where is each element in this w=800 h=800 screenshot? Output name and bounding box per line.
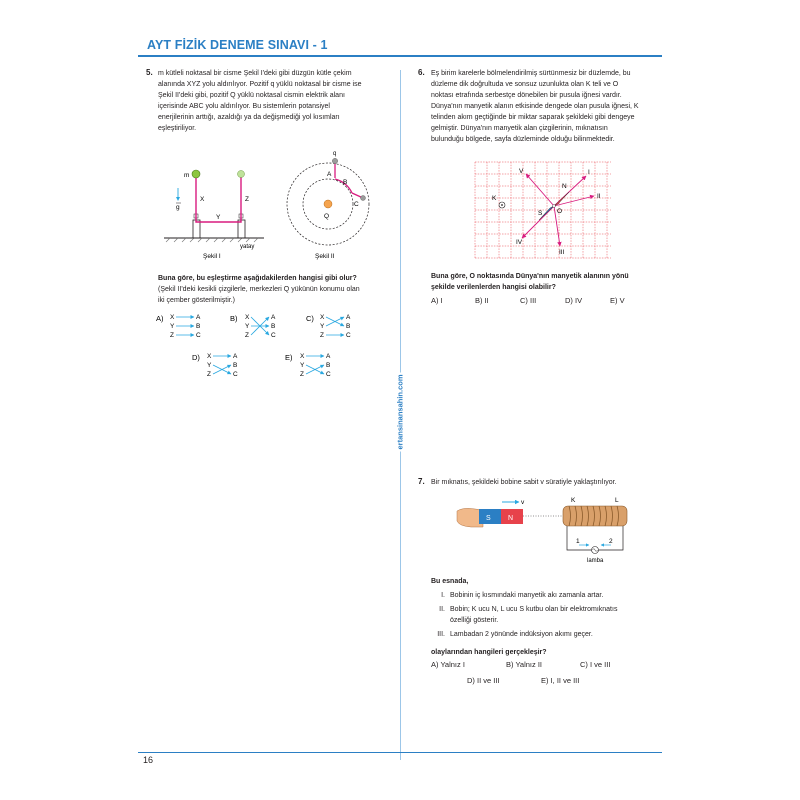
- svg-text:B: B: [326, 362, 331, 369]
- q5-option-letter: D): [192, 353, 200, 362]
- q5-question: Buna göre, bu eşleştirme aşağıdakilerden hangisi gibi olur?: [158, 275, 357, 282]
- q7-text: Bir mıknatıs, şekildeki bobine sabit v süratiyle yaklaştırılıyor.: [431, 479, 617, 486]
- svg-text:B: B: [346, 323, 351, 330]
- fig1-m-label: m: [184, 172, 190, 179]
- fig2-b-label: B: [343, 179, 348, 186]
- svg-text:Y: Y: [245, 323, 250, 330]
- q7-lead: Bu esnada,: [431, 578, 469, 585]
- svg-text:I: I: [588, 169, 590, 176]
- svg-text:III: III: [559, 249, 565, 256]
- q6-grid-figure: [470, 158, 616, 262]
- q5-figure-1: [160, 162, 270, 262]
- svg-text:Z: Z: [300, 371, 304, 378]
- fig2-q-label: q: [333, 151, 337, 157]
- svg-text:S: S: [486, 515, 491, 522]
- charge-Q: [324, 200, 332, 208]
- q7-figure: [453, 493, 633, 567]
- website-text: ertansinansahin.com: [395, 374, 405, 450]
- fig2-caption: Şekil II: [315, 253, 335, 260]
- svg-text:Z: Z: [170, 332, 174, 339]
- svg-text:N: N: [508, 515, 514, 522]
- q7-option-c[interactable]: C) I ve III: [580, 660, 611, 669]
- q5-option-b[interactable]: [230, 314, 276, 339]
- q5-note: (Şekil II'deki kesikli çizgilerle, merkezleri Q yükünün konumu olan iki çember gösterilmiştir.): [158, 286, 360, 304]
- q7-option-a[interactable]: A) Yalnız I: [431, 660, 465, 669]
- svg-text:C: C: [346, 332, 351, 339]
- svg-text:X: X: [207, 353, 212, 360]
- svg-text:O: O: [557, 208, 563, 215]
- footer-rule: [138, 752, 662, 753]
- svg-text:C: C: [326, 371, 331, 378]
- exam-title: AYT FİZİK DENEME SINAVI - 1: [147, 38, 328, 52]
- q5-option-letter: A): [156, 314, 164, 323]
- svg-text:1: 1: [576, 538, 580, 545]
- q7-question: olaylarından hangileri gerçekleşir?: [431, 649, 547, 656]
- q6-number: 6.: [418, 68, 425, 77]
- q5-text: m kütleli noktasal bir cisme Şekil I'deki gibi düzgün kütle çekim alanında XYZ yolu aldırılıyor. Pozitif q yüklü noktasal bir cisme ise Şekil II'deki gibi, pozitif Q yüklü noktasal cismin elektrik alanı içerisinde ABC yolu aldırılıyor. Bu sistemlerin potansiyel enerjilerinin arttığı, azaldığı ya da değişmediği yol kısımları eşleştiriliyor.: [158, 70, 362, 132]
- fig2-a-label: A: [327, 171, 332, 178]
- mass-ball: [192, 170, 200, 178]
- svg-text:B: B: [196, 323, 201, 330]
- q6-option-a[interactable]: A) I: [431, 296, 443, 305]
- svg-text:K: K: [571, 497, 576, 504]
- svg-text:IV: IV: [516, 239, 523, 246]
- svg-text:2: 2: [609, 538, 613, 545]
- q5-option-a[interactable]: [156, 314, 201, 339]
- fig1-z-label: Z: [245, 196, 249, 203]
- svg-text:Y: Y: [320, 323, 325, 330]
- fig1-x-label: X: [200, 196, 205, 203]
- svg-text:B: B: [271, 323, 276, 330]
- fig2-c-label: C: [354, 201, 359, 208]
- svg-text:Z: Z: [245, 332, 249, 339]
- svg-text:C: C: [196, 332, 201, 339]
- q7-option-d[interactable]: D) II ve III: [467, 676, 500, 685]
- page-number: 16: [143, 755, 154, 765]
- fig1-g-label: g: [176, 204, 180, 211]
- q5-option-d[interactable]: [192, 353, 238, 378]
- svg-text:A: A: [233, 353, 238, 360]
- svg-text:A: A: [196, 314, 201, 321]
- svg-text:Z: Z: [320, 332, 324, 339]
- svg-text:C: C: [233, 371, 238, 378]
- q7-option-e[interactable]: E) I, II ve III: [541, 676, 580, 685]
- q6-option-c[interactable]: C) III: [520, 296, 537, 305]
- svg-text:B: B: [233, 362, 238, 369]
- q5-option-c[interactable]: [306, 314, 351, 339]
- svg-text:X: X: [245, 314, 250, 321]
- q5-option-letter: B): [230, 314, 238, 323]
- q7-option-b[interactable]: B) Yalnız II: [506, 660, 542, 669]
- fig1-caption: Şekil I: [203, 253, 221, 260]
- header-rule: [138, 55, 662, 57]
- svg-text:X: X: [300, 353, 305, 360]
- svg-text:N: N: [562, 183, 567, 190]
- svg-text:Y: Y: [170, 323, 175, 330]
- q6-option-d[interactable]: D) IV: [565, 296, 583, 305]
- svg-text:Y: Y: [207, 362, 212, 369]
- svg-text:S: S: [538, 210, 543, 217]
- q5-option-e[interactable]: [285, 353, 331, 378]
- q5-options: [152, 308, 392, 390]
- q7-statement-1: I. Bobinin iç kısmındaki manyetik akı zamanla artar.: [441, 592, 604, 599]
- q6-option-e[interactable]: E) V: [610, 296, 625, 305]
- q6-text: Eş birim karelerle bölmelendirilmiş sürtünmesiz bir düzlemde, bu düzleme dik doğrultuda ve sonsuz uzunlukta olan K teli ve O noktası etrafında serbestçe dönebilen bir pusula iğnesi vardır. Dünya'nın manyetik alanın etkisinde dengede olan pusula iğnesi, K telinden akım geçtiğinde bir miktar saparak şekildeki gibi dengeye gelmiştir. Dünya'nın manyetik alan çizgilerinin, mıknatısın bulunduğu bölgede, sayfa düzleminde olduğu bilinmektedir.: [431, 70, 639, 143]
- svg-text:L: L: [615, 497, 619, 504]
- q7-statement-2: II. Bobin; K ucu N, L ucu S kutbu olan bir elektromıknatıs özelliği gösterir.: [439, 606, 618, 624]
- fig1-ground-label: yatay: [240, 244, 255, 250]
- svg-text:lamba: lamba: [587, 558, 604, 564]
- q7-statements: [431, 590, 671, 640]
- q7-number: 7.: [418, 477, 425, 486]
- svg-text:A: A: [271, 314, 276, 321]
- svg-text:C: C: [271, 332, 276, 339]
- svg-text:A: A: [326, 353, 331, 360]
- svg-text:V: V: [519, 168, 524, 175]
- svg-text:II: II: [597, 193, 601, 200]
- fig2-q-charge-label: Q: [324, 213, 330, 220]
- svg-text:v: v: [521, 499, 525, 506]
- q5-option-letter: C): [306, 314, 314, 323]
- fig1-y-label: Y: [216, 214, 221, 221]
- q5-figure-2: [283, 150, 373, 262]
- svg-text:X: X: [320, 314, 325, 321]
- svg-text:X: X: [170, 314, 175, 321]
- website-tag: [392, 352, 408, 472]
- svg-text:Y: Y: [300, 362, 305, 369]
- q5-number: 5.: [146, 68, 153, 77]
- q5-option-letter: E): [285, 353, 293, 362]
- svg-text:Z: Z: [207, 371, 211, 378]
- q6-question: Buna göre, O noktasında Dünya'nın manyetik alanının yönü şekilde verilenlerden hangisi olabilir?: [431, 273, 629, 291]
- svg-text:A: A: [346, 314, 351, 321]
- svg-text:K: K: [492, 195, 497, 202]
- q7-statement-3: III. Lambadan 2 yönünde indüksiyon akımı geçer.: [437, 631, 593, 638]
- q6-option-b[interactable]: B) II: [475, 296, 489, 305]
